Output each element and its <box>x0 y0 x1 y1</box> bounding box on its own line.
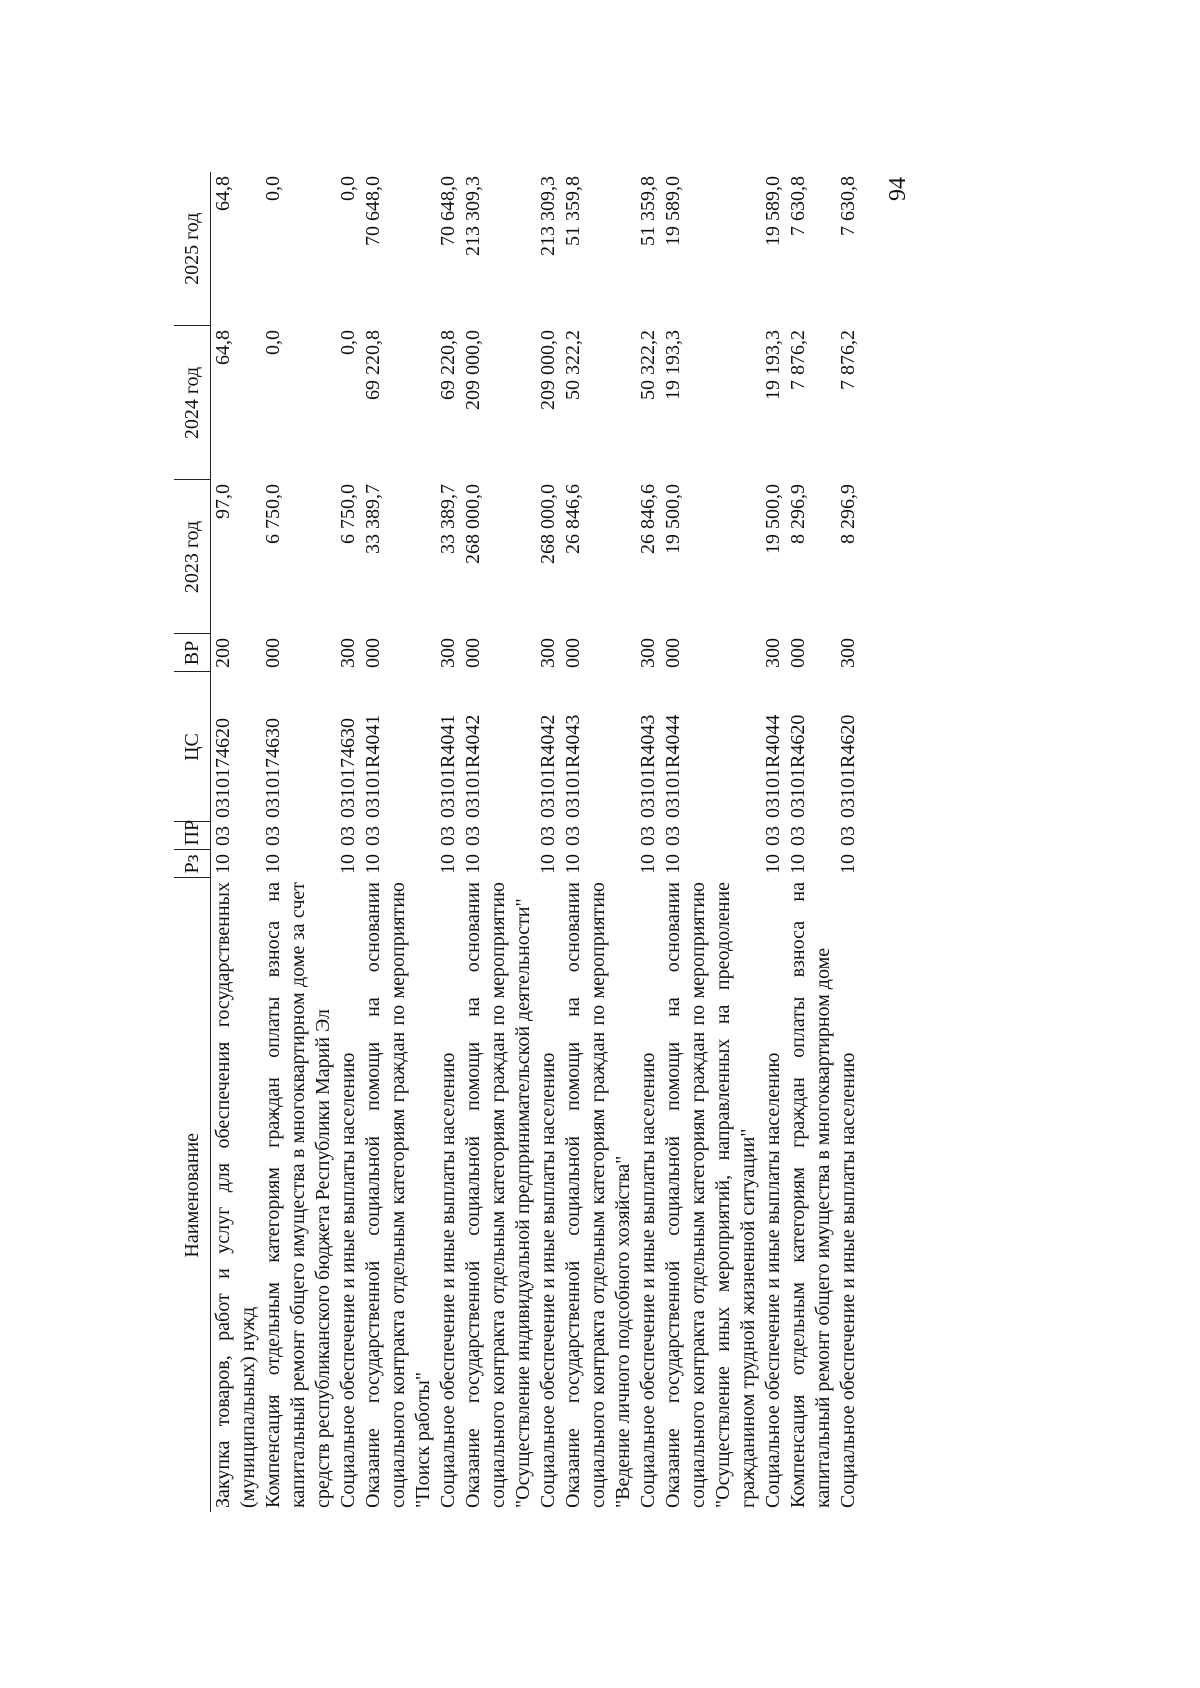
table-row <box>336 172 361 1512</box>
cell-vr: 300 <box>762 638 784 668</box>
header-cs: ЦС <box>174 672 211 822</box>
cell-cs: 03101R4044 <box>762 714 784 818</box>
cell-2024: 50 322,2 <box>637 330 659 400</box>
cell-2024: 0,0 <box>337 330 359 355</box>
table-row <box>836 172 861 1512</box>
cell-2024: 209 000,0 <box>462 330 484 410</box>
cell-vr: 200 <box>212 638 234 668</box>
cell-cs: 03101R4043 <box>562 714 584 818</box>
cell-name: Компенсация отдельным категориям граждан оплаты взноса на капитальный ремонт общего имущества в многоквартирном доме за счет средств республиканского бюджета Республики Марий Эл <box>262 882 334 1508</box>
cell-pr: 03 <box>362 826 384 846</box>
cell-2025: 19 589,0 <box>662 176 684 246</box>
cell-rz: 10 <box>437 854 459 874</box>
cell-2023: 97,0 <box>212 484 234 519</box>
cell-rz: 10 <box>212 854 234 874</box>
cell-pr: 03 <box>537 826 559 846</box>
cell-vr: 000 <box>362 638 384 668</box>
cell-rz: 10 <box>662 854 684 874</box>
cell-2024: 7 876,2 <box>787 330 809 390</box>
cell-2023: 19 500,0 <box>762 484 784 554</box>
cell-2023: 33 389,7 <box>437 484 459 554</box>
cell-2025: 64,8 <box>212 176 234 211</box>
cell-pr: 03 <box>437 826 459 846</box>
cell-pr: 03 <box>262 826 284 846</box>
page-number: 94 <box>885 177 911 201</box>
table-header-row <box>174 172 211 1512</box>
header-rz: Рз <box>174 850 211 878</box>
cell-2023: 268 000,0 <box>462 484 484 564</box>
cell-cs: 03101R4043 <box>637 714 659 818</box>
cell-name: Оказание государственной социальной помощи на основании социального контракта отдельным категориям граждан по мероприятию "Осуществление индивидуальной предпринимательской деятельности" <box>462 882 534 1508</box>
cell-2023: 268 000,0 <box>537 484 559 564</box>
cell-2025: 70 648,0 <box>437 176 459 246</box>
cell-2025: 51 359,8 <box>637 176 659 246</box>
cell-name: Социальное обеспечение и иные выплаты населению <box>537 1052 559 1508</box>
cell-cs: 03101R4042 <box>462 714 484 818</box>
cell-2024: 19 193,3 <box>762 330 784 400</box>
table-row <box>436 172 461 1512</box>
cell-2024: 69 220,8 <box>362 330 384 400</box>
cell-pr: 03 <box>787 826 809 846</box>
cell-name: Социальное обеспечение и иные выплаты населению <box>437 1052 459 1508</box>
cell-pr: 03 <box>337 826 359 846</box>
cell-rz: 10 <box>362 854 384 874</box>
cell-vr: 300 <box>637 638 659 668</box>
cell-pr: 03 <box>462 826 484 846</box>
rotated-table-container <box>174 172 939 1512</box>
cell-pr: 03 <box>562 826 584 846</box>
cell-2023: 8 296,9 <box>787 484 809 544</box>
cell-2025: 213 309,3 <box>462 176 484 256</box>
table-row <box>461 172 536 1512</box>
cell-pr: 03 <box>662 826 684 846</box>
cell-rz: 10 <box>562 854 584 874</box>
cell-vr: 000 <box>262 638 284 668</box>
cell-vr: 300 <box>437 638 459 668</box>
cell-cs: 03101R4620 <box>837 714 859 818</box>
cell-vr: 300 <box>837 638 859 668</box>
cell-2024: 0,0 <box>262 330 284 355</box>
cell-rz: 10 <box>337 854 359 874</box>
cell-vr: 000 <box>787 638 809 668</box>
cell-rz: 10 <box>537 854 559 874</box>
cell-name: Социальное обеспечение и иные выплаты населению <box>762 1052 784 1508</box>
table-row <box>261 172 336 1512</box>
cell-2025: 51 359,8 <box>562 176 584 246</box>
cell-2025: 7 630,8 <box>787 176 809 236</box>
cell-2024: 209 000,0 <box>537 330 559 410</box>
cell-2023: 6 750,0 <box>262 484 284 544</box>
cell-2023: 6 750,0 <box>337 484 359 544</box>
cell-pr: 03 <box>637 826 659 846</box>
cell-vr: 000 <box>462 638 484 668</box>
cell-2024: 69 220,8 <box>437 330 459 400</box>
header-2024: 2024 год <box>174 326 211 480</box>
cell-cs: 03101R4042 <box>537 714 559 818</box>
cell-2025: 0,0 <box>337 176 359 201</box>
cell-2024: 7 876,2 <box>837 330 859 390</box>
cell-2023: 19 500,0 <box>662 484 684 554</box>
cell-cs: 03101R4044 <box>662 714 684 818</box>
cell-cs: 0310174630 <box>262 718 284 818</box>
table-row <box>361 172 436 1512</box>
cell-vr: 000 <box>662 638 684 668</box>
cell-name: Компенсация отдельным категориям граждан оплаты взноса на капитальный ремонт общего имущества в многоквартирном доме <box>787 882 834 1508</box>
table-row <box>761 172 786 1512</box>
table-row <box>636 172 661 1512</box>
cell-rz: 10 <box>787 854 809 874</box>
cell-pr: 03 <box>837 826 859 846</box>
cell-vr: 300 <box>337 638 359 668</box>
cell-2024: 19 193,3 <box>662 330 684 400</box>
table-row <box>561 172 636 1512</box>
cell-cs: 0310174630 <box>337 718 359 818</box>
cell-name: Социальное обеспечение и иные выплаты населению <box>637 1052 659 1508</box>
table-row <box>661 172 761 1512</box>
cell-2025: 7 630,8 <box>837 176 859 236</box>
cell-2023: 26 846,6 <box>637 484 659 554</box>
cell-name: Оказание государственной социальной помощи на основании социального контракта отдельным категориям граждан по мероприятию "Поиск работы" <box>362 882 434 1508</box>
cell-2024: 64,8 <box>212 330 234 365</box>
table-row <box>211 172 262 1512</box>
cell-cs: 03101R4041 <box>437 714 459 818</box>
header-2025: 2025 год <box>174 172 211 326</box>
header-vr: ВР <box>174 634 211 672</box>
cell-name: Социальное обеспечение и иные выплаты населению <box>337 1052 359 1508</box>
cell-cs: 03101R4041 <box>362 714 384 818</box>
cell-cs: 03101R4620 <box>787 714 809 818</box>
header-pr: ПР <box>174 822 211 850</box>
cell-2025: 19 589,0 <box>762 176 784 246</box>
table-row <box>786 172 836 1512</box>
cell-rz: 10 <box>762 854 784 874</box>
cell-name: Закупка товаров, работ и услуг для обеспечения государственных (муниципальных) нужд <box>211 878 262 1512</box>
table-row <box>536 172 561 1512</box>
cell-rz: 10 <box>462 854 484 874</box>
cell-rz: 10 <box>262 854 284 874</box>
cell-pr: 03 <box>212 826 234 846</box>
cell-vr: 300 <box>537 638 559 668</box>
header-2023: 2023 год <box>174 480 211 634</box>
cell-2025: 70 648,0 <box>362 176 384 246</box>
cell-pr: 03 <box>762 826 784 846</box>
cell-2025: 213 309,3 <box>537 176 559 256</box>
cell-rz: 10 <box>637 854 659 874</box>
header-name: Наименование <box>174 878 211 1512</box>
cell-rz: 10 <box>837 854 859 874</box>
cell-vr: 000 <box>562 638 584 668</box>
cell-2023: 33 389,7 <box>362 484 384 554</box>
cell-name: Оказание государственной социальной помощи на основании социального контракта отдельным категориям граждан по мероприятию "Осуществление иных мероприятий, направленных на преодоление гражданином трудной жизненной ситуации" <box>662 882 759 1508</box>
cell-2025: 0,0 <box>262 176 284 201</box>
cell-2024: 50 322,2 <box>562 330 584 400</box>
cell-2023: 26 846,6 <box>562 484 584 554</box>
budget-table <box>174 172 861 1512</box>
cell-name: Оказание государственной социальной помощи на основании социального контракта отдельным категориям граждан по мероприятию "Ведение личного подсобного хозяйства" <box>562 882 634 1508</box>
cell-name: Социальное обеспечение и иные выплаты населению <box>837 1052 859 1508</box>
cell-cs: 0310174620 <box>212 718 234 818</box>
cell-2023: 8 296,9 <box>837 484 859 544</box>
